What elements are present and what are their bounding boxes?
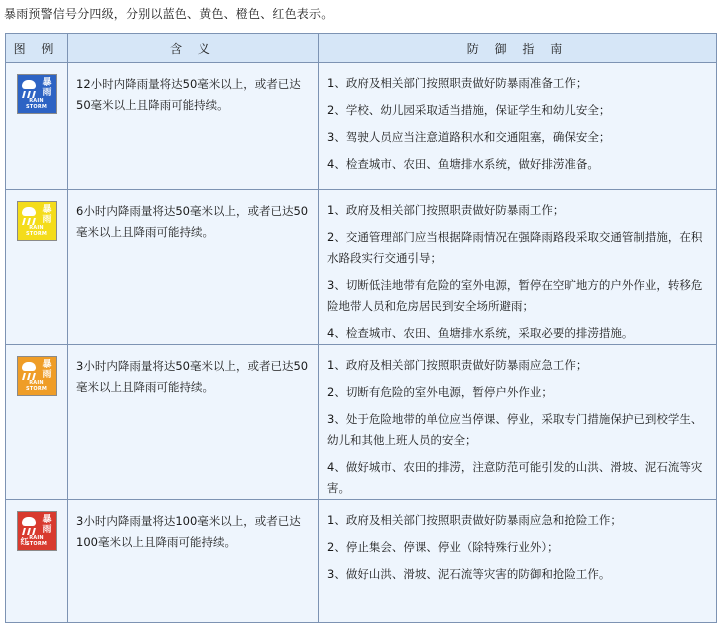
measure-item: 1、政府及相关部门按照职责做好防暴雨应急和抢险工作；: [327, 513, 622, 527]
measure-item: 3、做好山洪、滑坡、泥石流等灾害的防御和抢险工作。: [327, 567, 611, 581]
header-icon: 图 例: [6, 34, 68, 63]
table-header-row: [6, 34, 717, 63]
table-row-red: [6, 500, 717, 623]
table-row-yellow: [6, 190, 717, 345]
blue-rainstorm-signal-icon: 暴 雨 RAIN STORM: [17, 74, 57, 114]
measures-red: [319, 500, 717, 623]
header-meaning: 含 义: [68, 34, 319, 63]
measure-item: 3、处于危险地带的单位应当停课、停业，采取专门措施保护已到校学生、幼儿和其他上班人员的安全；: [327, 412, 703, 447]
measure-item: 2、停止集会、停课、停业（除特殊行业外）；: [327, 540, 559, 554]
measures-blue: [319, 63, 717, 190]
measure-item: 4、检查城市、农田、鱼塘排水系统，做好排涝准备。: [327, 157, 599, 171]
measure-item: 4、检查城市、农田、鱼塘排水系统，采取必要的排涝措施。: [327, 326, 634, 340]
red-rainstorm-signal-icon: 暴 雨 红 RAIN STORM: [17, 511, 57, 551]
meaning-blue: 12小时内降雨量将达50毫米以上，或者已达50毫米以上且降雨可能持续。: [68, 63, 319, 190]
measure-item: 3、切断低洼地带有危险的室外电源，暂停在空旷地方的户外作业，转移危险地带人员和危房居民到安全场所避雨；: [327, 278, 703, 313]
yellow-rainstorm-signal-icon: 暴 雨 RAIN STORM: [17, 201, 57, 241]
orange-rainstorm-signal-icon: 暴 雨 RAIN STORM: [17, 356, 57, 396]
table-row-blue: [6, 63, 717, 190]
measure-item: 4、做好城市、农田的排涝，注意防范可能引发的山洪、滑坡、泥石流等灾害。: [327, 460, 703, 495]
intro-text: 暴雨预警信号分四级，分别以蓝色、黄色、橙色、红色表示。: [4, 7, 334, 21]
measure-item: 2、切断有危险的室外电源，暂停户外作业；: [327, 385, 553, 399]
measures-yellow: [319, 190, 717, 345]
rainstorm-warning-table: [5, 33, 717, 623]
header-measures: 防 御 指 南: [319, 34, 717, 63]
measure-item: 1、政府及相关部门按照职责做好防暴雨应急工作；: [327, 358, 588, 372]
table-row-orange: [6, 345, 717, 500]
meaning-red: 3小时内降雨量将达100毫米以上，或者已达100毫米以上且降雨可能持续。: [68, 500, 319, 623]
measure-item: 2、交通管理部门应当根据降雨情况在强降雨路段采取交通管制措施，在积水路段实行交通引导；: [327, 230, 703, 265]
meaning-yellow: 6小时内降雨量将达50毫米以上，或者已达50毫米以上且降雨可能持续。: [68, 190, 319, 345]
measure-item: 3、驾驶人员应当注意道路积水和交通阻塞，确保安全；: [327, 130, 611, 144]
measure-item: 1、政府及相关部门按照职责做好防暴雨工作；: [327, 203, 565, 217]
meaning-orange: 3小时内降雨量将达50毫米以上，或者已达50毫米以上且降雨可能持续。: [68, 345, 319, 500]
measures-orange: [319, 345, 717, 500]
measure-item: 2、学校、幼儿园采取适当措施，保证学生和幼儿安全；: [327, 103, 611, 117]
measure-item: 1、政府及相关部门按照职责做好防暴雨准备工作；: [327, 76, 588, 90]
